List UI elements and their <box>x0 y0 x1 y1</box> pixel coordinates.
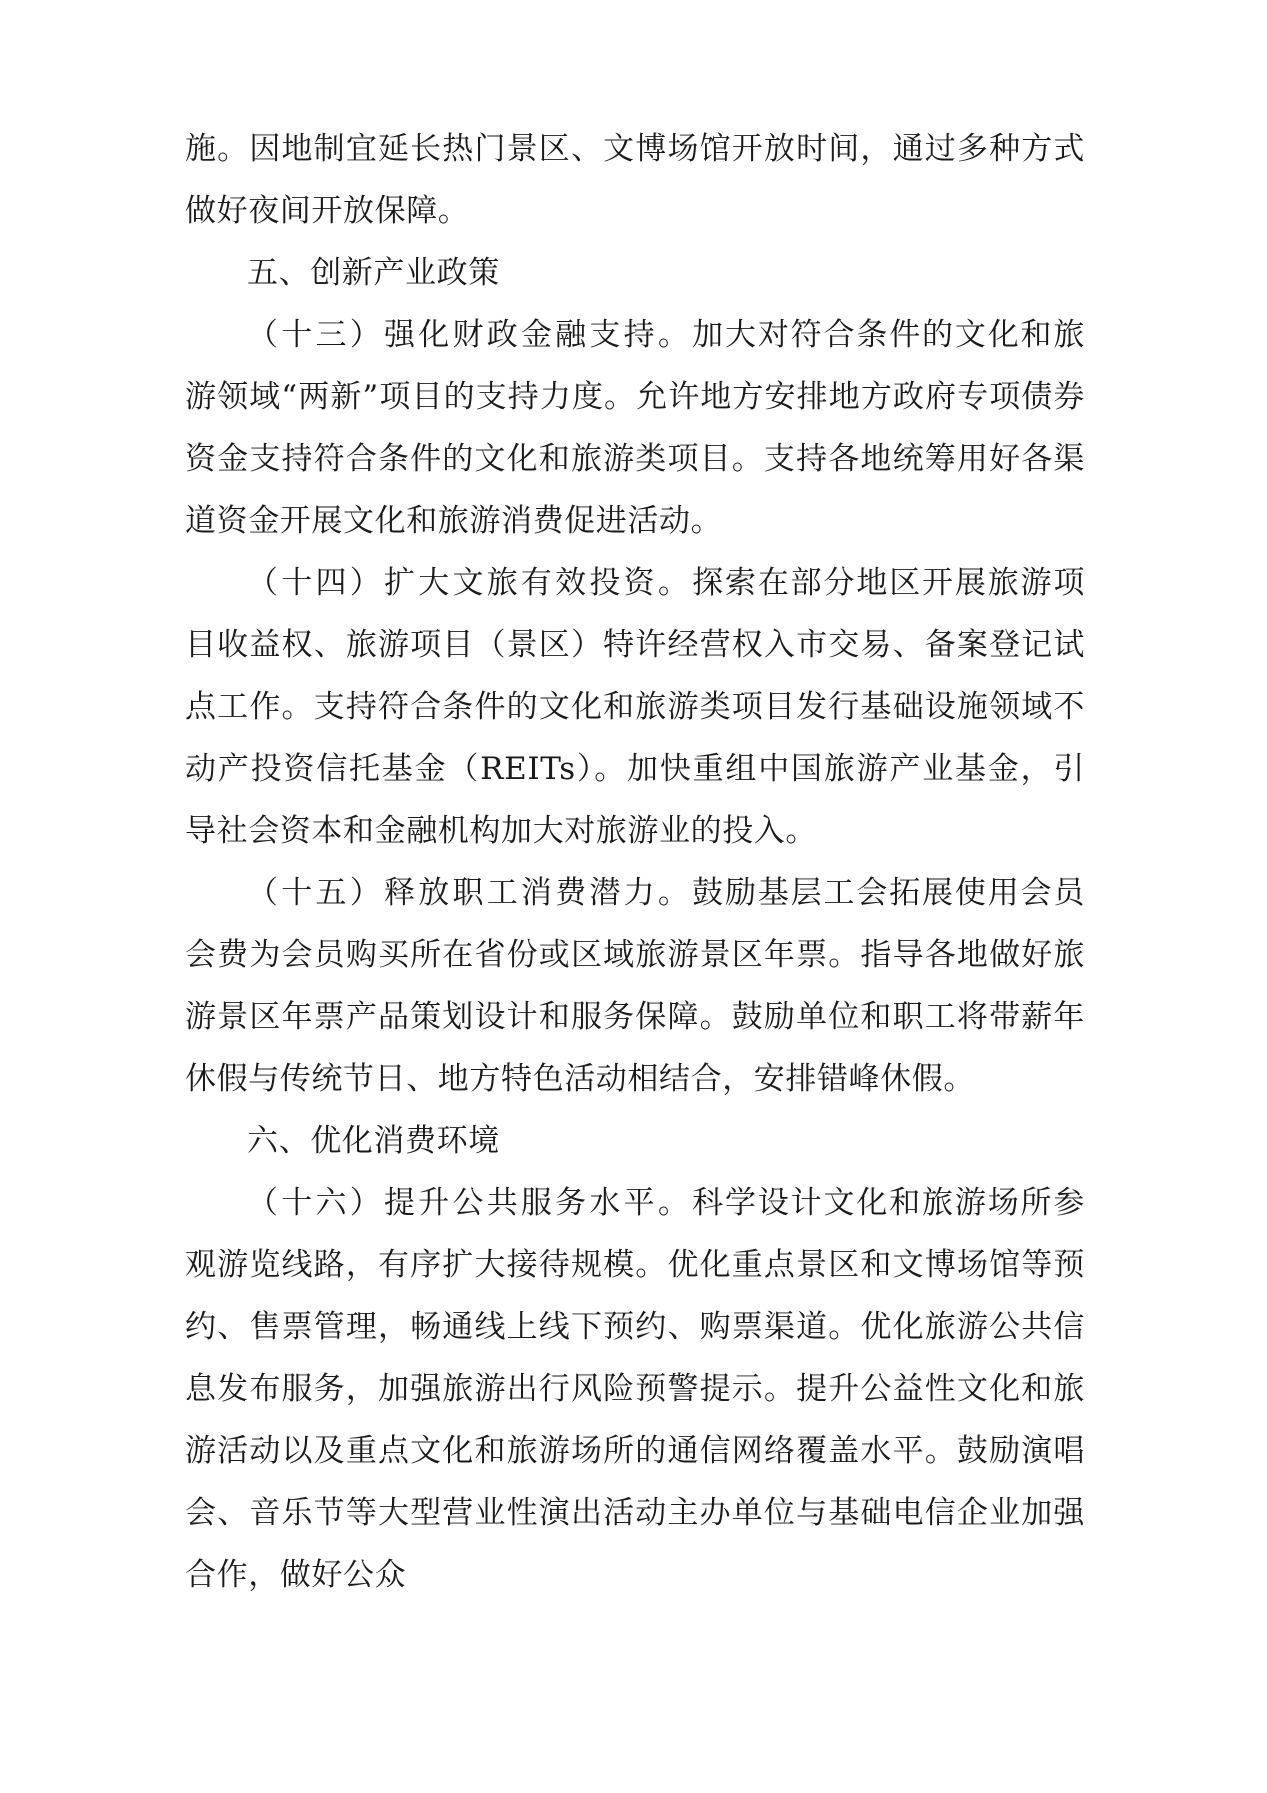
item-lead: （十四）扩大文旅有效投资。 <box>247 565 693 601</box>
section-heading-text: 五、创新产业政策 <box>247 255 500 291</box>
paragraph-item-15 <box>185 862 1085 1110</box>
paragraph-item-13 <box>185 304 1085 552</box>
section-heading-five <box>185 242 1085 304</box>
item-body: 科学设计文化和旅游场所参观游览线路，有序扩大接待规模。优化重点景区和文博场馆等预约、售票管理，畅通线上线下预约、购票渠道。优化旅游公共信息发布服务，加强旅游出行风险预警提示。提升公益性文化和旅游活动以及重点文化和旅游场所的通信网络覆盖水平。鼓励演唱会、音乐节等大型营业性演出活动主办单位与基础电信企业加强合作，做好公众 <box>185 1185 1085 1593</box>
document-body <box>185 118 1085 1606</box>
item-lead: （十六）提升公共服务水平。 <box>247 1185 693 1221</box>
item-body: 探索在部分地区开展旅游项目收益权、旅游项目（景区）特许经营权入市交易、备案登记试点工作。支持符合条件的文化和旅游类项目发行基础设施领域不动产投资信托基金（REITs）。加快重组中国旅游产业基金，引导社会资本和金融机构加大对旅游业的投入。 <box>185 565 1085 849</box>
item-lead: （十三）强化财政金融支持。 <box>247 317 693 353</box>
section-heading-text: 六、优化消费环境 <box>247 1123 500 1159</box>
item-body: 加大对符合条件的文化和旅游领域“两新”项目的支持力度。允许地方安排地方政府专项债券资金支持符合条件的文化和旅游类项目。支持各地统筹用好各渠道资金开展文化和旅游消费促进活动。 <box>185 317 1085 539</box>
continuation-text: 施。因地制宜延长热门景区、文博场馆开放时间，通过多种方式做好夜间开放保障。 <box>185 131 1085 229</box>
paragraph-item-14 <box>185 552 1085 862</box>
item-lead: （十五）释放职工消费潜力。 <box>247 875 693 911</box>
paragraph-item-16 <box>185 1172 1085 1606</box>
item-body: 鼓励基层工会拓展使用会员会费为会员购买所在省份或区域旅游景区年票。指导各地做好旅游景区年票产品策划设计和服务保障。鼓励单位和职工将带薪年休假与传统节日、地方特色活动相结合，安排错峰休假。 <box>185 875 1085 1097</box>
section-heading-six <box>185 1110 1085 1172</box>
continuation-paragraph <box>185 118 1085 242</box>
